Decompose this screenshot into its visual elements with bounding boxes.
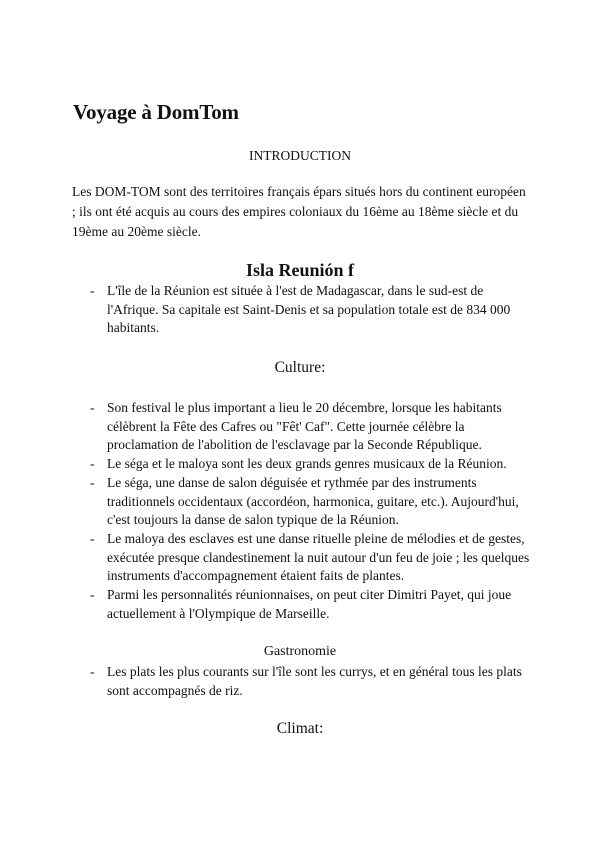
list-item-text: Parmi les personnalités réunionnaises, on peut citer Dimitri Payet, qui joue actuellement à l'Olympique de Marseille. (107, 587, 512, 621)
list-dash-marker: - (90, 283, 95, 298)
list-item (90, 282, 530, 338)
list-item (90, 530, 530, 586)
list-item-text: Son festival le plus important a lieu le 20 décembre, lorsque les habitants célèbrent la Fête des Cafres ou "Fêt' Caf". Cette journée célèbre la proclamation de l'abolition de l'esclavage par la Seconde République. (107, 400, 502, 453)
list-dash-marker: - (90, 474, 95, 490)
list-item-text: L'île de la Réunion est située à l'est de Madagascar, dans le sud-est de l'Afrique. Sa capitale est Saint-Denis et sa population totale est de 834 000 habitants. (107, 283, 511, 336)
culture-list (90, 399, 530, 623)
list-item (90, 663, 530, 700)
document-title: Voyage à DomTom (73, 100, 239, 124)
list-dash-marker: - (90, 530, 95, 546)
list-item (90, 586, 530, 623)
list-item-text: Le séga, une danse de salon déguisée et rythmée par des instruments traditionnels occidentaux (accordéon, harmonica, guitare, etc.). Aujourd'hui, c'est toujours la danse de salon typique de la Réunion. (107, 474, 519, 528)
culture-section-title: Culture: (274, 359, 326, 376)
list-item-text: Le séga et le maloya sont les deux grands genres musicaux de la Réunion. (107, 456, 507, 472)
reunion-list (90, 282, 530, 338)
list-dash-marker: - (90, 400, 95, 415)
climat-section-title: Climat: (276, 720, 324, 737)
gastronomie-list (90, 663, 530, 700)
list-dash-marker: - (90, 587, 95, 603)
list-dash-marker: - (90, 664, 95, 679)
list-dash-marker: - (90, 456, 95, 472)
list-item-text: Les plats les plus courants sur l'île sont les currys, et en général tous les plats sont accompagnés de riz. (107, 664, 522, 698)
list-item (90, 455, 530, 474)
introduction-paragraph: Les DOM-TOM sont des territoires français épars situés hors du continent européen ; ils ont été acquis au cours des empires coloniaux du 16ème au 18ème siècle et du 19ème au 20ème siècle. (72, 184, 526, 239)
list-item (90, 474, 530, 530)
list-item-text: Le maloya des esclaves est une danse rituelle pleine de mélodies et de gestes, exécutée presque clandestinement la nuit autour d'un feu de joie ; les quelques instruments d'accompagnement étaient faits de plantes. (107, 530, 530, 584)
reunion-section-title: Isla Reunión f (245, 260, 355, 280)
gastronomie-section-title: Gastronomie (263, 644, 337, 659)
introduction-heading: INTRODUCTION (249, 148, 351, 163)
list-item (90, 399, 530, 455)
